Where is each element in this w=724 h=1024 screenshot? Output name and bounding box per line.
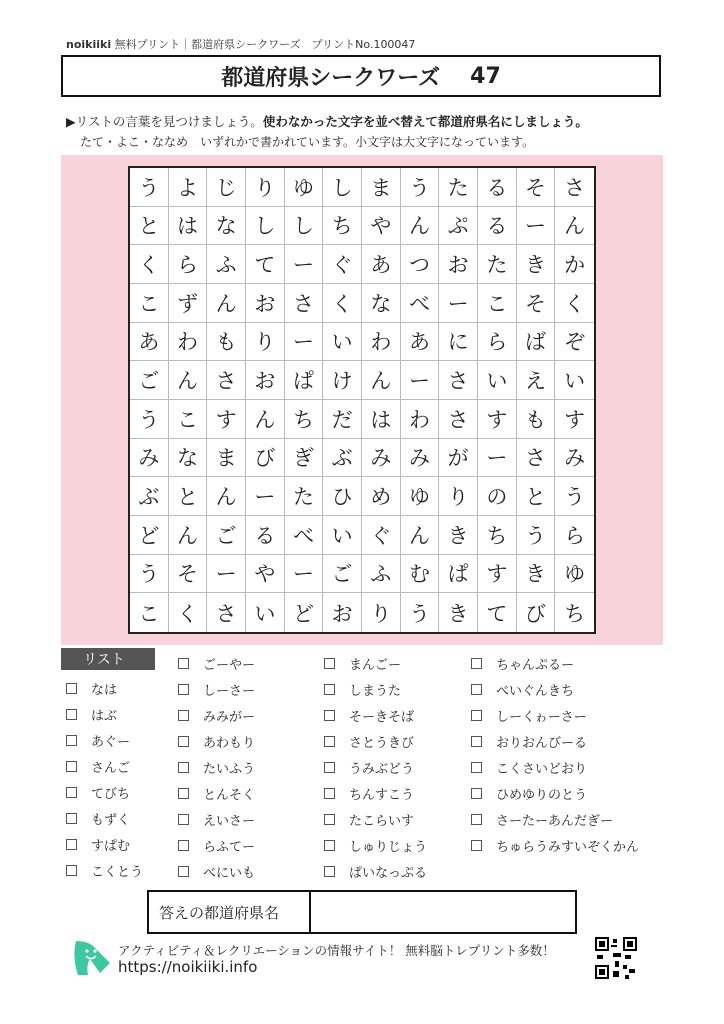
page-title: 都道府県シークワーズ xyxy=(221,65,441,91)
list-label: リスト xyxy=(61,648,155,670)
grid-cell: そ xyxy=(517,284,556,323)
grid-cell: ふ xyxy=(362,555,401,594)
list-item xyxy=(178,780,255,806)
checkbox[interactable] xyxy=(178,658,189,669)
grid-cell: も xyxy=(207,323,246,362)
grid-cell: す xyxy=(478,555,517,594)
list-item xyxy=(324,780,427,806)
list-item xyxy=(178,676,255,702)
list-item xyxy=(66,831,143,857)
list-item xyxy=(178,754,255,780)
grid-cell: ち xyxy=(564,601,586,626)
list-word: すぱむ xyxy=(91,838,131,854)
grid-cell: ん xyxy=(555,207,594,246)
grid-cell: ん xyxy=(362,361,401,400)
grid-cell: ご xyxy=(323,555,362,594)
qr-code-icon xyxy=(595,937,637,979)
grid-cell: べ xyxy=(401,284,440,323)
list-column-1 xyxy=(66,675,143,883)
checkbox[interactable] xyxy=(324,788,335,799)
grid-cell: み xyxy=(130,439,169,478)
checkbox[interactable] xyxy=(178,866,189,877)
grid-cell: お xyxy=(323,593,362,632)
grid-cell: び xyxy=(246,439,285,478)
brand-name: noikiiki xyxy=(66,38,112,51)
grid-cell: ぶ xyxy=(130,477,169,516)
checkbox[interactable] xyxy=(66,683,77,694)
grid-cell: ん xyxy=(207,477,246,516)
list-word: とんそく xyxy=(203,787,256,803)
instruction-bold: 使わなかった文字を並べ替えて都道府県名にしましょう。 xyxy=(262,114,588,129)
checkbox[interactable] xyxy=(178,840,189,851)
grid-cell: は xyxy=(362,400,401,439)
grid-cell: い xyxy=(323,323,362,362)
list-item xyxy=(324,858,427,884)
list-word: しゅりじょう xyxy=(349,839,428,855)
grid-cell: さ xyxy=(517,439,556,478)
grid-cell: み xyxy=(401,439,440,478)
checkbox[interactable] xyxy=(324,762,335,773)
grid-cell: ー xyxy=(285,245,324,284)
grid-cell: だ xyxy=(323,400,362,439)
title-box xyxy=(61,55,661,97)
grid-cell: さ xyxy=(207,361,246,400)
list-item xyxy=(471,728,639,754)
grid-cell: ん xyxy=(401,516,440,555)
checkbox[interactable] xyxy=(471,736,482,747)
grid-cell: な xyxy=(362,284,401,323)
checkbox[interactable] xyxy=(178,814,189,825)
grid-cell: お xyxy=(439,245,478,284)
list-item xyxy=(324,806,427,832)
list-item xyxy=(178,650,255,676)
grid-cell: ば xyxy=(517,323,556,362)
checkbox[interactable] xyxy=(471,840,482,851)
checkbox[interactable] xyxy=(471,762,482,773)
list-word: うみぶどう xyxy=(349,761,415,777)
list-item xyxy=(471,676,639,702)
grid-cell: ぶ xyxy=(323,439,362,478)
grid-cell: ぎ xyxy=(285,439,324,478)
list-word: てびち xyxy=(91,786,131,802)
list-item xyxy=(178,806,255,832)
list-word: はぶ xyxy=(91,708,118,724)
grid-cell: こ xyxy=(169,400,208,439)
grid-cell: ち xyxy=(323,207,362,246)
checkbox[interactable] xyxy=(66,865,77,876)
checkbox[interactable] xyxy=(66,735,77,746)
checkbox[interactable] xyxy=(324,710,335,721)
grid-cell: は xyxy=(169,207,208,246)
print-number: 47 xyxy=(470,63,501,89)
grid-cell: く xyxy=(130,245,169,284)
list-item xyxy=(178,832,255,858)
list-word: ひめゆりのとう xyxy=(496,787,588,803)
grid-cell: り xyxy=(246,168,285,207)
grid-cell: き xyxy=(439,516,478,555)
grid-cell: な xyxy=(207,207,246,246)
grid-cell: ぱ xyxy=(285,361,324,400)
list-word: あぐー xyxy=(91,734,131,750)
grid-cell: ち xyxy=(285,400,324,439)
grid-cell: ん xyxy=(246,400,285,439)
list-item xyxy=(66,805,143,831)
grid-cell: く xyxy=(555,284,594,323)
grid-cell: ー xyxy=(401,361,440,400)
list-word: ちゅらうみすいぞくかん xyxy=(496,839,640,855)
answer-box xyxy=(147,890,577,934)
grid-cell: に xyxy=(439,323,478,362)
grid-cell: た xyxy=(285,477,324,516)
grid-cell: て xyxy=(246,245,285,284)
grid-cell: ら xyxy=(478,323,517,362)
grid-cell: こ xyxy=(130,593,169,632)
checkbox[interactable] xyxy=(471,710,482,721)
list-word: こくさいどおり xyxy=(496,761,588,777)
grid-cell: り xyxy=(246,323,285,362)
list-word: さんご xyxy=(91,760,131,776)
list-item xyxy=(324,832,427,858)
list-item xyxy=(324,650,427,676)
grid-cell: ご xyxy=(130,361,169,400)
grid-cell: み xyxy=(555,439,594,478)
header-text: 無料プリント｜都道府県シークワーズ プリントNo.100047 xyxy=(114,38,416,51)
checkbox[interactable] xyxy=(471,814,482,825)
grid-cell: ぐ xyxy=(362,516,401,555)
grid-cell: さ xyxy=(207,593,246,632)
list-column-2 xyxy=(178,650,255,884)
list-word: あわもり xyxy=(203,735,256,751)
grid-cell: あ xyxy=(401,323,440,362)
checkbox[interactable] xyxy=(178,710,189,721)
footer-tagline: アクティビティ＆レクリエーションの情報サイト！ 無料脳トレプリント多数！ xyxy=(118,943,555,958)
grid-cell: お xyxy=(246,284,285,323)
checkbox[interactable] xyxy=(471,684,482,695)
grid-cell: う xyxy=(130,400,169,439)
header-line xyxy=(66,36,415,52)
grid-cell: ず xyxy=(169,284,208,323)
grid-cell: さ xyxy=(285,284,324,323)
grid-cell: す xyxy=(478,400,517,439)
list-word: たこらいす xyxy=(349,813,415,829)
grid-cell: ー xyxy=(478,439,517,478)
grid-cell: が xyxy=(439,439,478,478)
list-word: なは xyxy=(91,682,118,698)
grid-cell: や xyxy=(362,207,401,246)
grid-cell: さ xyxy=(439,361,478,400)
grid-cell: ん xyxy=(169,516,208,555)
list-column-4 xyxy=(471,650,639,858)
grid-cell: う xyxy=(555,477,594,516)
grid-cell: そ xyxy=(517,168,556,207)
list-item xyxy=(324,702,427,728)
list-word: みみがー xyxy=(203,709,256,725)
grid-cell: と xyxy=(130,207,169,246)
grid-cell: あ xyxy=(362,245,401,284)
list-word: えいさー xyxy=(203,813,256,829)
grid-cell: む xyxy=(401,555,440,594)
grid-cell: る xyxy=(246,516,285,555)
list-word: そーきそば xyxy=(349,709,415,725)
grid-cell: あ xyxy=(130,323,169,362)
checkbox[interactable] xyxy=(324,814,335,825)
grid-cell: し xyxy=(323,168,362,207)
grid-cell: く xyxy=(323,284,362,323)
instruction-line-1 xyxy=(66,112,588,130)
list-item xyxy=(66,857,143,883)
list-word: さとうきび xyxy=(349,735,415,751)
instruction-line-2: たて・よこ・ななめ いずれかで書かれています。小文字は大文字になっています。 xyxy=(80,135,535,149)
grid-cell: と xyxy=(517,477,556,516)
list-item xyxy=(471,806,639,832)
list-word: たいふう xyxy=(203,761,256,777)
list-item xyxy=(66,727,143,753)
grid-cell: い xyxy=(323,516,362,555)
list-word: しーさー xyxy=(203,683,256,699)
list-item xyxy=(66,701,143,727)
list-word: しーくゎーさー xyxy=(496,709,587,725)
grid-cell: い xyxy=(246,593,285,632)
list-word: ちゃんぷるー xyxy=(496,657,575,673)
grid-cell: た xyxy=(439,168,478,207)
checkbox[interactable] xyxy=(178,788,189,799)
checkbox[interactable] xyxy=(324,684,335,695)
grid-cell: ひ xyxy=(323,477,362,516)
grid-cell: こ xyxy=(130,284,169,323)
grid-cell: い xyxy=(555,361,594,400)
list-item xyxy=(471,650,639,676)
list-word: ごーやー xyxy=(203,657,256,673)
grid-cell: ぞ xyxy=(555,323,594,362)
grid-cell: ま xyxy=(207,439,246,478)
grid-cell: う xyxy=(130,168,169,207)
grid-cell: ぷ xyxy=(439,207,478,246)
grid-cell: び xyxy=(517,593,556,632)
checkbox[interactable] xyxy=(178,762,189,773)
list-item xyxy=(178,728,255,754)
list-item xyxy=(66,779,143,805)
answer-label: 答えの都道府県名 xyxy=(149,892,311,932)
list-word: ちんすこう xyxy=(349,787,415,803)
word-search-grid xyxy=(128,166,596,634)
checkbox[interactable] xyxy=(178,684,189,695)
checkbox[interactable] xyxy=(324,866,335,877)
checkbox[interactable] xyxy=(66,787,77,798)
list-item xyxy=(471,702,639,728)
grid-cell: り xyxy=(439,477,478,516)
list-word: こくとう xyxy=(91,864,144,880)
list-item xyxy=(324,676,427,702)
instruction-prefix: ▶リストの言葉を見つけましょう。 xyxy=(66,114,263,129)
grid-cell: り xyxy=(362,593,401,632)
checkbox[interactable] xyxy=(66,709,77,720)
grid-cell: ら xyxy=(169,245,208,284)
list-word: べにいも xyxy=(203,865,256,881)
grid-cell: つ xyxy=(401,245,440,284)
grid-cell: こ xyxy=(478,284,517,323)
checkbox[interactable] xyxy=(178,736,189,747)
grid-cell: ー xyxy=(207,555,246,594)
list-item xyxy=(471,780,639,806)
list-column-3 xyxy=(324,650,427,884)
grid-cell: ん xyxy=(207,284,246,323)
grid-cell: わ xyxy=(362,323,401,362)
grid-cell: き xyxy=(517,555,556,594)
list-word: もずく xyxy=(91,812,131,828)
grid-cell: ご xyxy=(207,516,246,555)
checkbox[interactable] xyxy=(471,788,482,799)
grid-cell: ど xyxy=(285,593,324,632)
checkbox[interactable] xyxy=(66,839,77,850)
list-item xyxy=(324,728,427,754)
list-item xyxy=(178,702,255,728)
grid-cell: じ xyxy=(207,168,246,207)
grid-cell: え xyxy=(517,361,556,400)
grid-cell: や xyxy=(246,555,285,594)
grid-cell: ぐ xyxy=(323,245,362,284)
checkbox[interactable] xyxy=(324,736,335,747)
grid-cell: す xyxy=(207,400,246,439)
grid-cell: ふ xyxy=(207,245,246,284)
grid-cell: な xyxy=(169,439,208,478)
grid-cell: る xyxy=(478,168,517,207)
grid-cell: と xyxy=(169,477,208,516)
grid-cell: い xyxy=(478,361,517,400)
grid-cell: か xyxy=(555,245,594,284)
grid-cell: ゆ xyxy=(555,555,594,594)
grid-cell: き xyxy=(517,245,556,284)
grid-cell: て xyxy=(478,593,517,632)
grid-cell: み xyxy=(362,439,401,478)
grid-cell: ど xyxy=(130,516,169,555)
list-word: べいぐんきち xyxy=(496,683,575,699)
grid-cell: ー xyxy=(246,477,285,516)
list-word: しまうた xyxy=(349,683,402,699)
list-item xyxy=(471,832,639,858)
list-word: まんごー xyxy=(349,657,402,673)
list-item xyxy=(324,754,427,780)
grid-cell: ち xyxy=(478,516,517,555)
grid-cell: ー xyxy=(439,284,478,323)
grid-cell: も xyxy=(517,400,556,439)
checkbox[interactable] xyxy=(66,813,77,824)
grid-cell: よ xyxy=(169,168,208,207)
grid-cell: う xyxy=(401,168,440,207)
grid-cell: お xyxy=(246,361,285,400)
checkbox[interactable] xyxy=(66,761,77,772)
grid-cell: け xyxy=(323,361,362,400)
list-word: さーたーあんだぎー xyxy=(496,813,614,829)
grid-cell: め xyxy=(362,477,401,516)
grid-cell: う xyxy=(401,593,440,632)
grid-cell: ー xyxy=(285,323,324,362)
grid-cell: ー xyxy=(517,207,556,246)
grid-cell: き xyxy=(439,593,478,632)
grid-cell: そ xyxy=(169,555,208,594)
grid-cell: わ xyxy=(169,323,208,362)
checkbox[interactable] xyxy=(471,658,482,669)
grid-cell: ー xyxy=(285,555,324,594)
grid-cell: わ xyxy=(401,400,440,439)
grid-cell: さ xyxy=(439,400,478,439)
grid-cell: ま xyxy=(362,168,401,207)
list-word: らふてー xyxy=(203,839,256,855)
grid-cell: う xyxy=(517,516,556,555)
grid-cell: し xyxy=(246,207,285,246)
grid-cell: ゆ xyxy=(401,477,440,516)
list-word: ぱいなっぷる xyxy=(349,865,428,881)
grid-cell: た xyxy=(478,245,517,284)
checkbox[interactable] xyxy=(324,658,335,669)
grid-cell: く xyxy=(169,593,208,632)
list-item xyxy=(471,754,639,780)
grid-cell: さ xyxy=(555,168,594,207)
grid-cell: る xyxy=(478,207,517,246)
grid-cell: の xyxy=(478,477,517,516)
noikiiki-logo-icon xyxy=(70,937,112,979)
list-item xyxy=(66,753,143,779)
grid-cell: ん xyxy=(401,207,440,246)
list-item xyxy=(66,675,143,701)
grid-cell: ん xyxy=(169,361,208,400)
grid-cell: う xyxy=(130,555,169,594)
grid-cell: ゆ xyxy=(285,168,324,207)
footer-url[interactable]: https://noikiiki.info xyxy=(118,958,258,976)
grid-cell: ぱ xyxy=(439,555,478,594)
grid-cell: し xyxy=(285,207,324,246)
answer-field[interactable] xyxy=(311,892,575,932)
grid-cell: べ xyxy=(285,516,324,555)
grid-cell: ら xyxy=(555,516,594,555)
grid-cell: す xyxy=(555,400,594,439)
list-item xyxy=(178,858,255,884)
list-word: おりおんびーる xyxy=(496,735,588,751)
checkbox[interactable] xyxy=(324,840,335,851)
